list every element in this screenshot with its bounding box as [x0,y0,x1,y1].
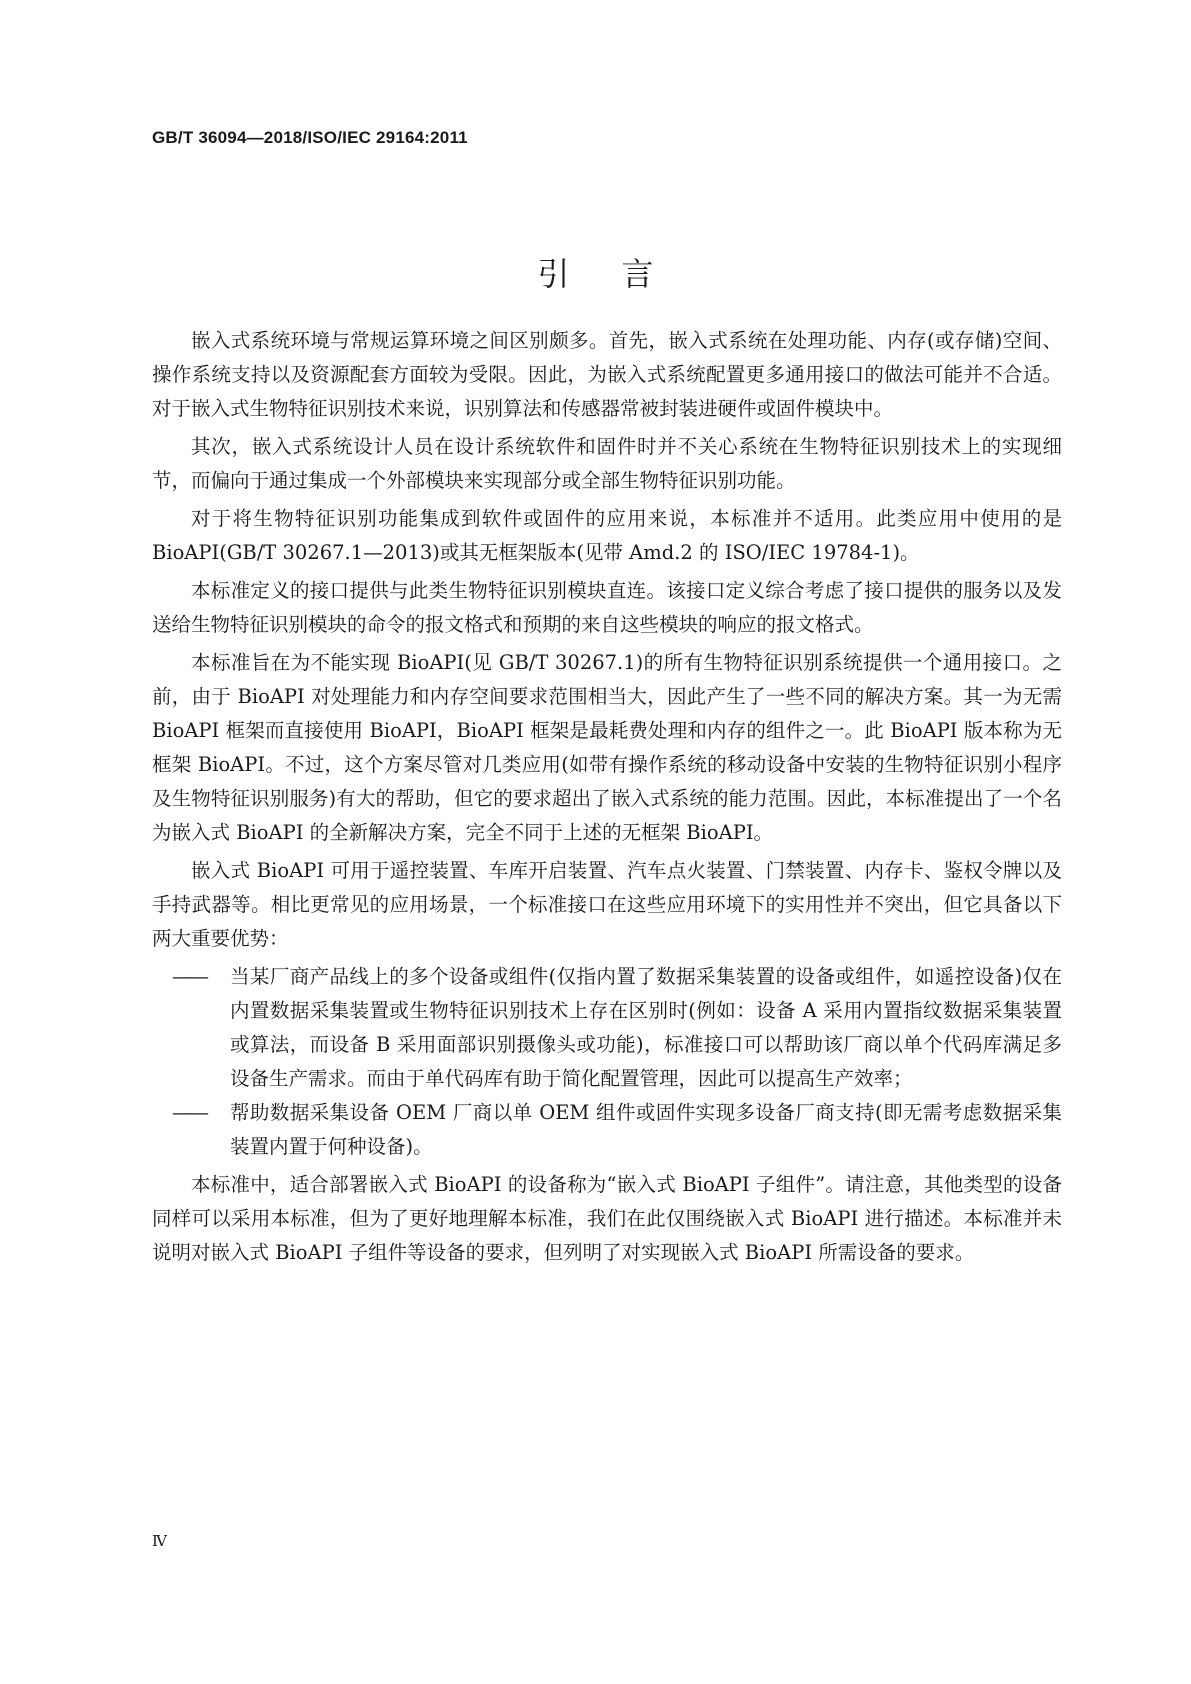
document-body [152,324,1062,1274]
paragraph: 其次，嵌入式系统设计人员在设计系统软件和固件时并不关心系统在生物特征识别技术上的实现细节，而偏向于通过集成一个外部模块来实现部分或全部生物特征识别功能。 [152,435,1062,492]
paragraph: 嵌入式 BioAPI 可用于遥控装置、车库开启装置、汽车点火装置、门禁装置、内存卡、鉴权令牌以及手持武器等。相比更常见的应用场景，一个标准接口在这些应用环境下的实用性并不突出，但它具备以下两大重要优势： [152,859,1062,950]
list-item [172,960,1062,1096]
dash-marker: —— [172,1101,207,1124]
paragraph: 本标准旨在为不能实现 BioAPI(见 GB/T 30267.1)的所有生物特征识别系统提供一个通用接口。之前，由于 BioAPI 对处理能力和内存空间要求范围相当大，因此产生了一些不同的解决方案。其一为无需 BioAPI 框架而直接使用 BioAPI，BioAPI 框架是最耗费处理和内存的组件之一。此 BioAPI 版本称为无框架 BioAPI。不过，这个方案尽管对几类应用(如带有操作系统的移动设备中安装的生物特征识别小程序及生物特征识别服务)有大的帮助，但它的要求超出了嵌入式系统的能力范围。因此，本标准提出了一个名为嵌入式 BioAPI 的全新解决方案，完全不同于上述的无框架 BioAPI。 [152,651,1062,844]
closing-paragraph: 本标准中，适合部署嵌入式 BioAPI 的设备称为“嵌入式 BioAPI 子组件”。请注意，其他类型的设备同样可以采用本标准，但为了更好地理解本标准，我们在此仅围绕嵌入式 BioAPI 进行描述。本标准并未说明对嵌入式 BioAPI 子组件等设备的要求，但列明了对实现嵌入式 BioAPI 所需设备的要求。 [152,1173,1062,1264]
list-item [172,1096,1062,1164]
paragraph: 嵌入式系统环境与常规运算环境之间区别颇多。首先，嵌入式系统在处理功能、内存(或存储)空间、操作系统支持以及资源配套方面较为受限。因此，为嵌入式系统配置更多通用接口的做法可能并不合适。对于嵌入式生物特征识别技术来说，识别算法和传感器常被封装进硬件或固件模块中。 [152,329,1062,420]
standard-code-header: GB/T 36094—2018/ISO/IEC 29164:2011 [152,128,468,147]
dash-marker: —— [172,965,207,988]
paragraph: 本标准定义的接口提供与此类生物特征识别模块直连。该接口定义综合考虑了接口提供的服务以及发送给生物特征识别模块的命令的报文格式和预期的来自这些模块的响应的报文格式。 [152,579,1062,636]
list-item-text: 帮助数据采集设备 OEM 厂商以单 OEM 组件或固件实现多设备厂商支持(即无需考虑数据采集装置内置于何种设备)。 [230,1101,1062,1158]
page-title: 引言 [537,255,706,294]
advantages-list [152,960,1062,1164]
paragraph: 对于将生物特征识别功能集成到软件或固件的应用来说，本标准并不适用。此类应用中使用的是BioAPI(GB/T 30267.1—2013)或其无框架版本(见带 Amd.2 的 ISO/IEC 19784-1)。 [152,507,1062,564]
page-number: Ⅳ [152,1532,167,1550]
list-item-text: 当某厂商产品线上的多个设备或组件(仅指内置了数据采集装置的设备或组件，如遥控设备)仅在内置数据采集装置或生物特征识别技术上存在区别时(例如：设备 A 采用内置指纹数据采集装置或算法，而设备 B 采用面部识别摄像头或功能)，标准接口可以帮助该厂商以单个代码库满足多设备生产需求。而由于单代码库有助于简化配置管理，因此可以提高生产效率； [230,965,1062,1090]
